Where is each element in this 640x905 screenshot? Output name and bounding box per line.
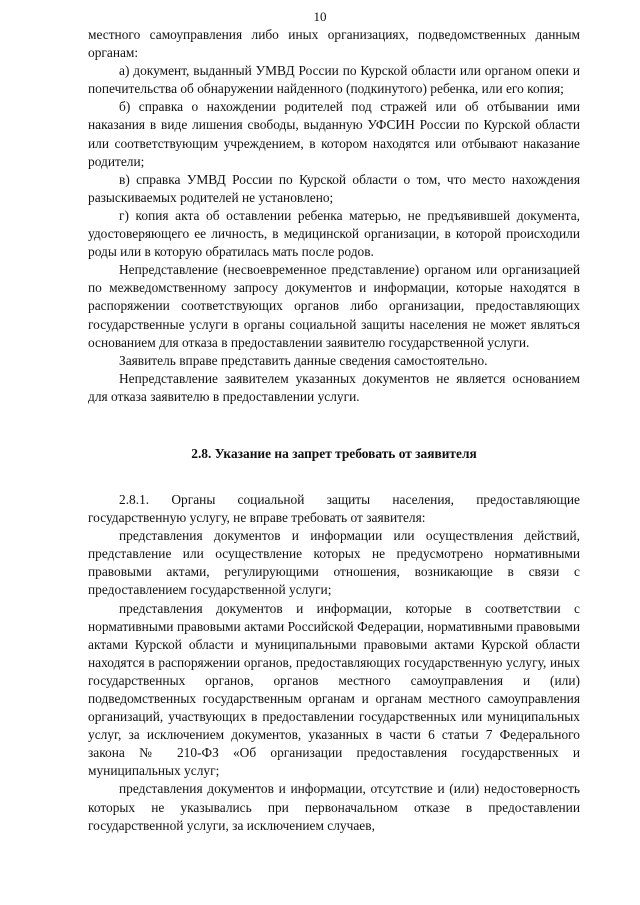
document-body xyxy=(88,26,580,835)
paragraph: 2.8.1. Органы социальной защиты населения, предоставляющие государственную услугу, не вправе требовать от заявителя: xyxy=(88,491,580,526)
section-heading: 2.8. Указание на запрет требовать от заявителя xyxy=(191,445,477,461)
paragraph: представления документов и информации, которые в соответствии с нормативными правовыми актами Российской Федерации, нормативными правовыми актами Курской области и муниципальными правовыми актами Курской области находятся в распоряжении органов, предоставляющих государственную услугу, иных государственных органов, органов местного самоуправления и (или) подведомственных государственным органам и органам местного самоуправления организаций, участвующих в предоставлении государственных или муниципальных услуг, за исключением документов, указанных в части 6 статьи 7 Федерального закона № 210-ФЗ «Об организации предоставления государственных и муниципальных услуг; xyxy=(88,600,580,779)
paragraph: г) копия акта об оставлении ребенка матерью, не предъявившей документа, удостоверяющего ее личность, в медицинской организации, в которой происходили роды или в которую обратилась мать после родов. xyxy=(88,207,580,260)
paragraph: а) документ, выданный УМВД России по Курской области или органом опеки и попечительства об обнаружении найденного (подкинутого) ребенка, или его копия; xyxy=(88,63,580,97)
paragraph: Заявитель вправе представить данные сведения самостоятельно. xyxy=(119,352,488,368)
paragraphs-before-heading xyxy=(88,26,580,406)
page-number: 10 xyxy=(313,9,327,24)
paragraphs-after-heading xyxy=(88,491,580,835)
paragraph: Непредставление (несвоевременное представление) органом или организацией по межведомственному запросу документов и информации, которые находятся в распоряжении соответствующих органов либо организации, предоставляющих государственные услуги в органы социальной защиты населения не может являться основанием для отказа в предоставлении заявителю государственной услуги. xyxy=(88,262,580,350)
paragraph: представления документов и информации, отсутствие и (или) недостоверность которых не указывались при первоначальном отказе в предоставлении государственной услуги, за исключением случаев, xyxy=(88,781,580,833)
paragraph: местного самоуправления либо иных организациях, подведомственных данным органам: xyxy=(88,27,580,61)
paragraph: в) справка УМВД России по Курской области о том, что место нахождения разыскиваемых родителей не установлено; xyxy=(88,171,580,205)
paragraph: Непредставление заявителем указанных документов не является основанием для отказа заявителю в предоставлении услуги. xyxy=(88,370,580,404)
paragraph: представления документов и информации или осуществления действий, представление или осуществление которых не предусмотрено нормативными правовыми актами, регулирующими отношения, возникающие в связи с предоставлением государственной услуги; xyxy=(88,528,580,598)
paragraph: б) справка о нахождении родителей под стражей или об отбывании ими наказания в виде лишения свободы, выданную УФСИН России по Курской области или соответствующим учреждением, в котором находятся или отбывают наказание родители; xyxy=(88,99,580,169)
